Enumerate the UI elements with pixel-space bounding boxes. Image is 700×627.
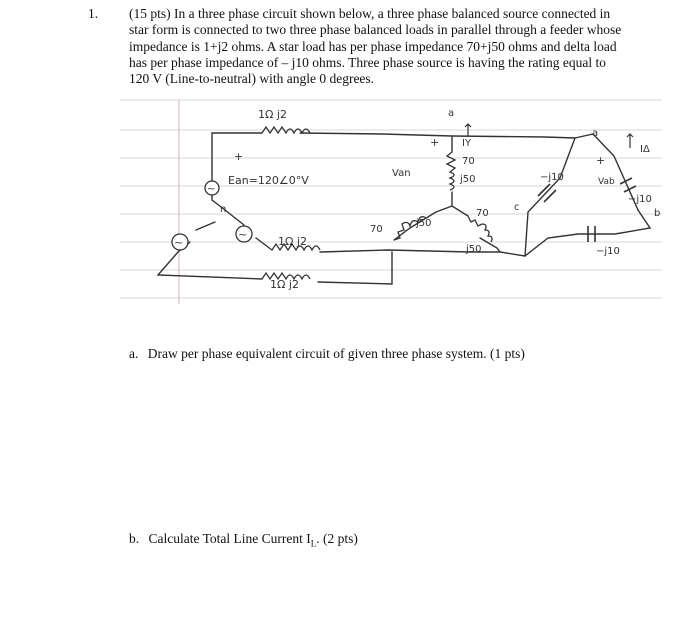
star-node-a: a (448, 108, 455, 119)
circuit-wiring (158, 133, 650, 284)
part-a-text: Draw per phase equivalent circuit of given three phase system. (1 pts) (147, 346, 525, 361)
circuit-figure (0, 92, 700, 332)
feeder-impedance-marks (262, 127, 492, 279)
question-line: impedance is 1+j2 ohms. A star load has per phase impedance 70+j50 ohms and delta load (129, 38, 617, 54)
delta-cap-label-2: −j10 (628, 194, 652, 205)
star-r-label-3: 70 (370, 224, 383, 235)
delta-node-b: b (654, 208, 661, 219)
part-b-subscript: L (310, 538, 317, 549)
delta-cap-label-3: −j10 (596, 246, 620, 257)
question-text (129, 6, 629, 87)
star-x-label-3: j50 (416, 218, 432, 229)
part-b (129, 531, 358, 549)
part-b-suffix: . (2 pts) (316, 531, 358, 546)
delta-node-c: c (514, 202, 520, 213)
ac-source-c (172, 234, 188, 250)
source-voltage-label: Ean=120∠0°V (228, 174, 309, 187)
vab-plus-sign: + (596, 154, 606, 167)
star-current-label: IY (462, 138, 472, 149)
vab-label: Vab (598, 177, 615, 187)
star-r-label-1: 70 (462, 156, 475, 167)
delta-node-a: a (592, 128, 599, 139)
question-number: 1. (88, 6, 99, 21)
source-c-symbol: ~ (174, 236, 184, 249)
star-x-label-1: j50 (460, 174, 476, 185)
part-b-label: b. (129, 531, 140, 546)
delta-current-label: IΔ (640, 144, 650, 155)
question-line: star form is connected to two three phase balanced loads in parallel through a feeder whose (129, 22, 622, 38)
part-a-label: a. (129, 346, 139, 361)
part-b-text: Calculate Total Line Current I (148, 531, 311, 546)
ruled-lines (120, 100, 662, 298)
van-plus-sign: + (430, 136, 440, 149)
source-plus-sign: + (234, 150, 244, 163)
feeder-label-top: 1Ω j2 (258, 108, 287, 121)
part-a (129, 346, 525, 362)
delta-cap-label-1: −j10 (540, 172, 564, 183)
source-b-symbol: ~ (238, 228, 248, 241)
question-line: has per phase impedance of – j10 ohms. Three phase source is having the rating equal to (129, 54, 606, 70)
source-a-symbol: ~ (207, 184, 216, 195)
question-line: 120 V (Line-to-neutral) with angle 0 degrees. (129, 71, 375, 87)
feeder-label-mid: 1Ω j2 (278, 235, 307, 248)
feeder-label-bot: 1Ω j2 (270, 278, 299, 291)
ac-source-b (236, 226, 252, 242)
neutral-label: n (220, 204, 227, 215)
van-label: Van (392, 168, 411, 179)
star-r-label-2: 70 (476, 208, 489, 219)
question-line: (15 pts) In a three phase circuit shown below, a three phase balanced source connected in (129, 6, 611, 21)
star-x-label-2: j50 (466, 244, 482, 255)
ac-source-a (205, 181, 219, 195)
